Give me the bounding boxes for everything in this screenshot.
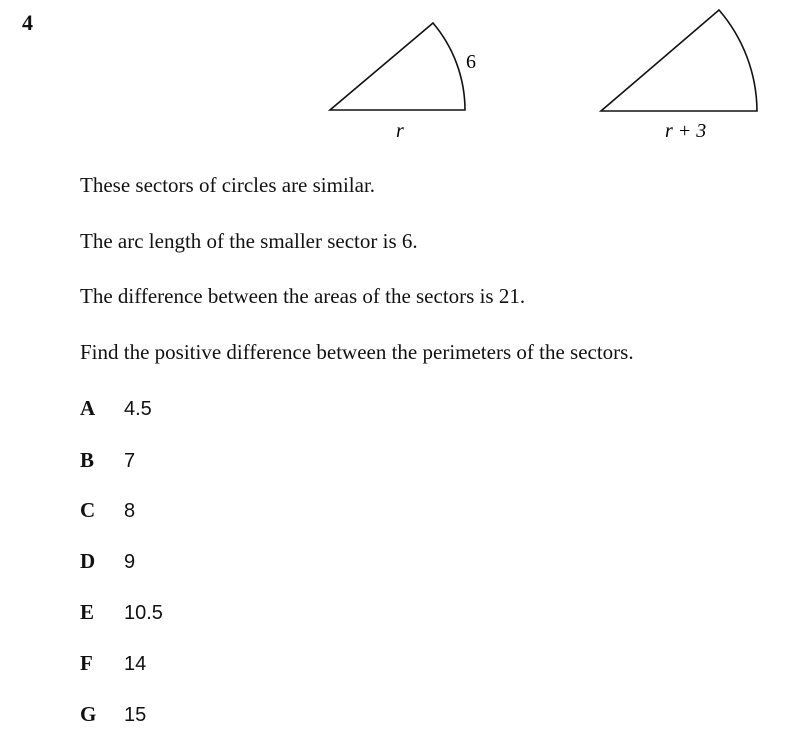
- option-letter: F: [80, 651, 93, 675]
- statement-2: The arc length of the smaller sector is 6.: [80, 229, 418, 253]
- large-sector-radius-label: r + 3: [665, 120, 707, 142]
- sector-figure: [0, 0, 793, 150]
- option-b[interactable]: [80, 448, 135, 473]
- small-sector: [330, 23, 465, 110]
- question-prompt: Find the positive difference between the perimeters of the sectors.: [80, 340, 634, 364]
- option-letter: B: [80, 448, 95, 472]
- small-sector-arc-label: 6: [466, 51, 476, 73]
- option-f[interactable]: [80, 651, 146, 676]
- option-e[interactable]: [80, 600, 163, 625]
- option-value: 7: [124, 450, 136, 472]
- small-sector-radius-label: r: [396, 120, 404, 142]
- statement-1: These sectors of circles are similar.: [80, 173, 376, 197]
- option-letter: A: [80, 396, 96, 420]
- option-letter: E: [80, 600, 95, 624]
- option-value: 14: [124, 653, 147, 675]
- option-value: 8: [124, 500, 136, 522]
- option-value: 9: [124, 551, 136, 573]
- option-letter: G: [80, 702, 97, 726]
- option-g[interactable]: [80, 702, 146, 727]
- large-sector: [601, 10, 757, 111]
- option-a[interactable]: [80, 396, 152, 421]
- option-letter: D: [80, 549, 96, 573]
- option-value: 10.5: [124, 602, 163, 624]
- option-value: 4.5: [124, 398, 152, 420]
- statement-3: The difference between the areas of the sectors is 21.: [80, 284, 526, 308]
- option-letter: C: [80, 498, 96, 522]
- option-d[interactable]: [80, 549, 135, 574]
- option-c[interactable]: [80, 498, 135, 523]
- option-value: 15: [124, 704, 147, 726]
- question-number: 4: [22, 10, 33, 35]
